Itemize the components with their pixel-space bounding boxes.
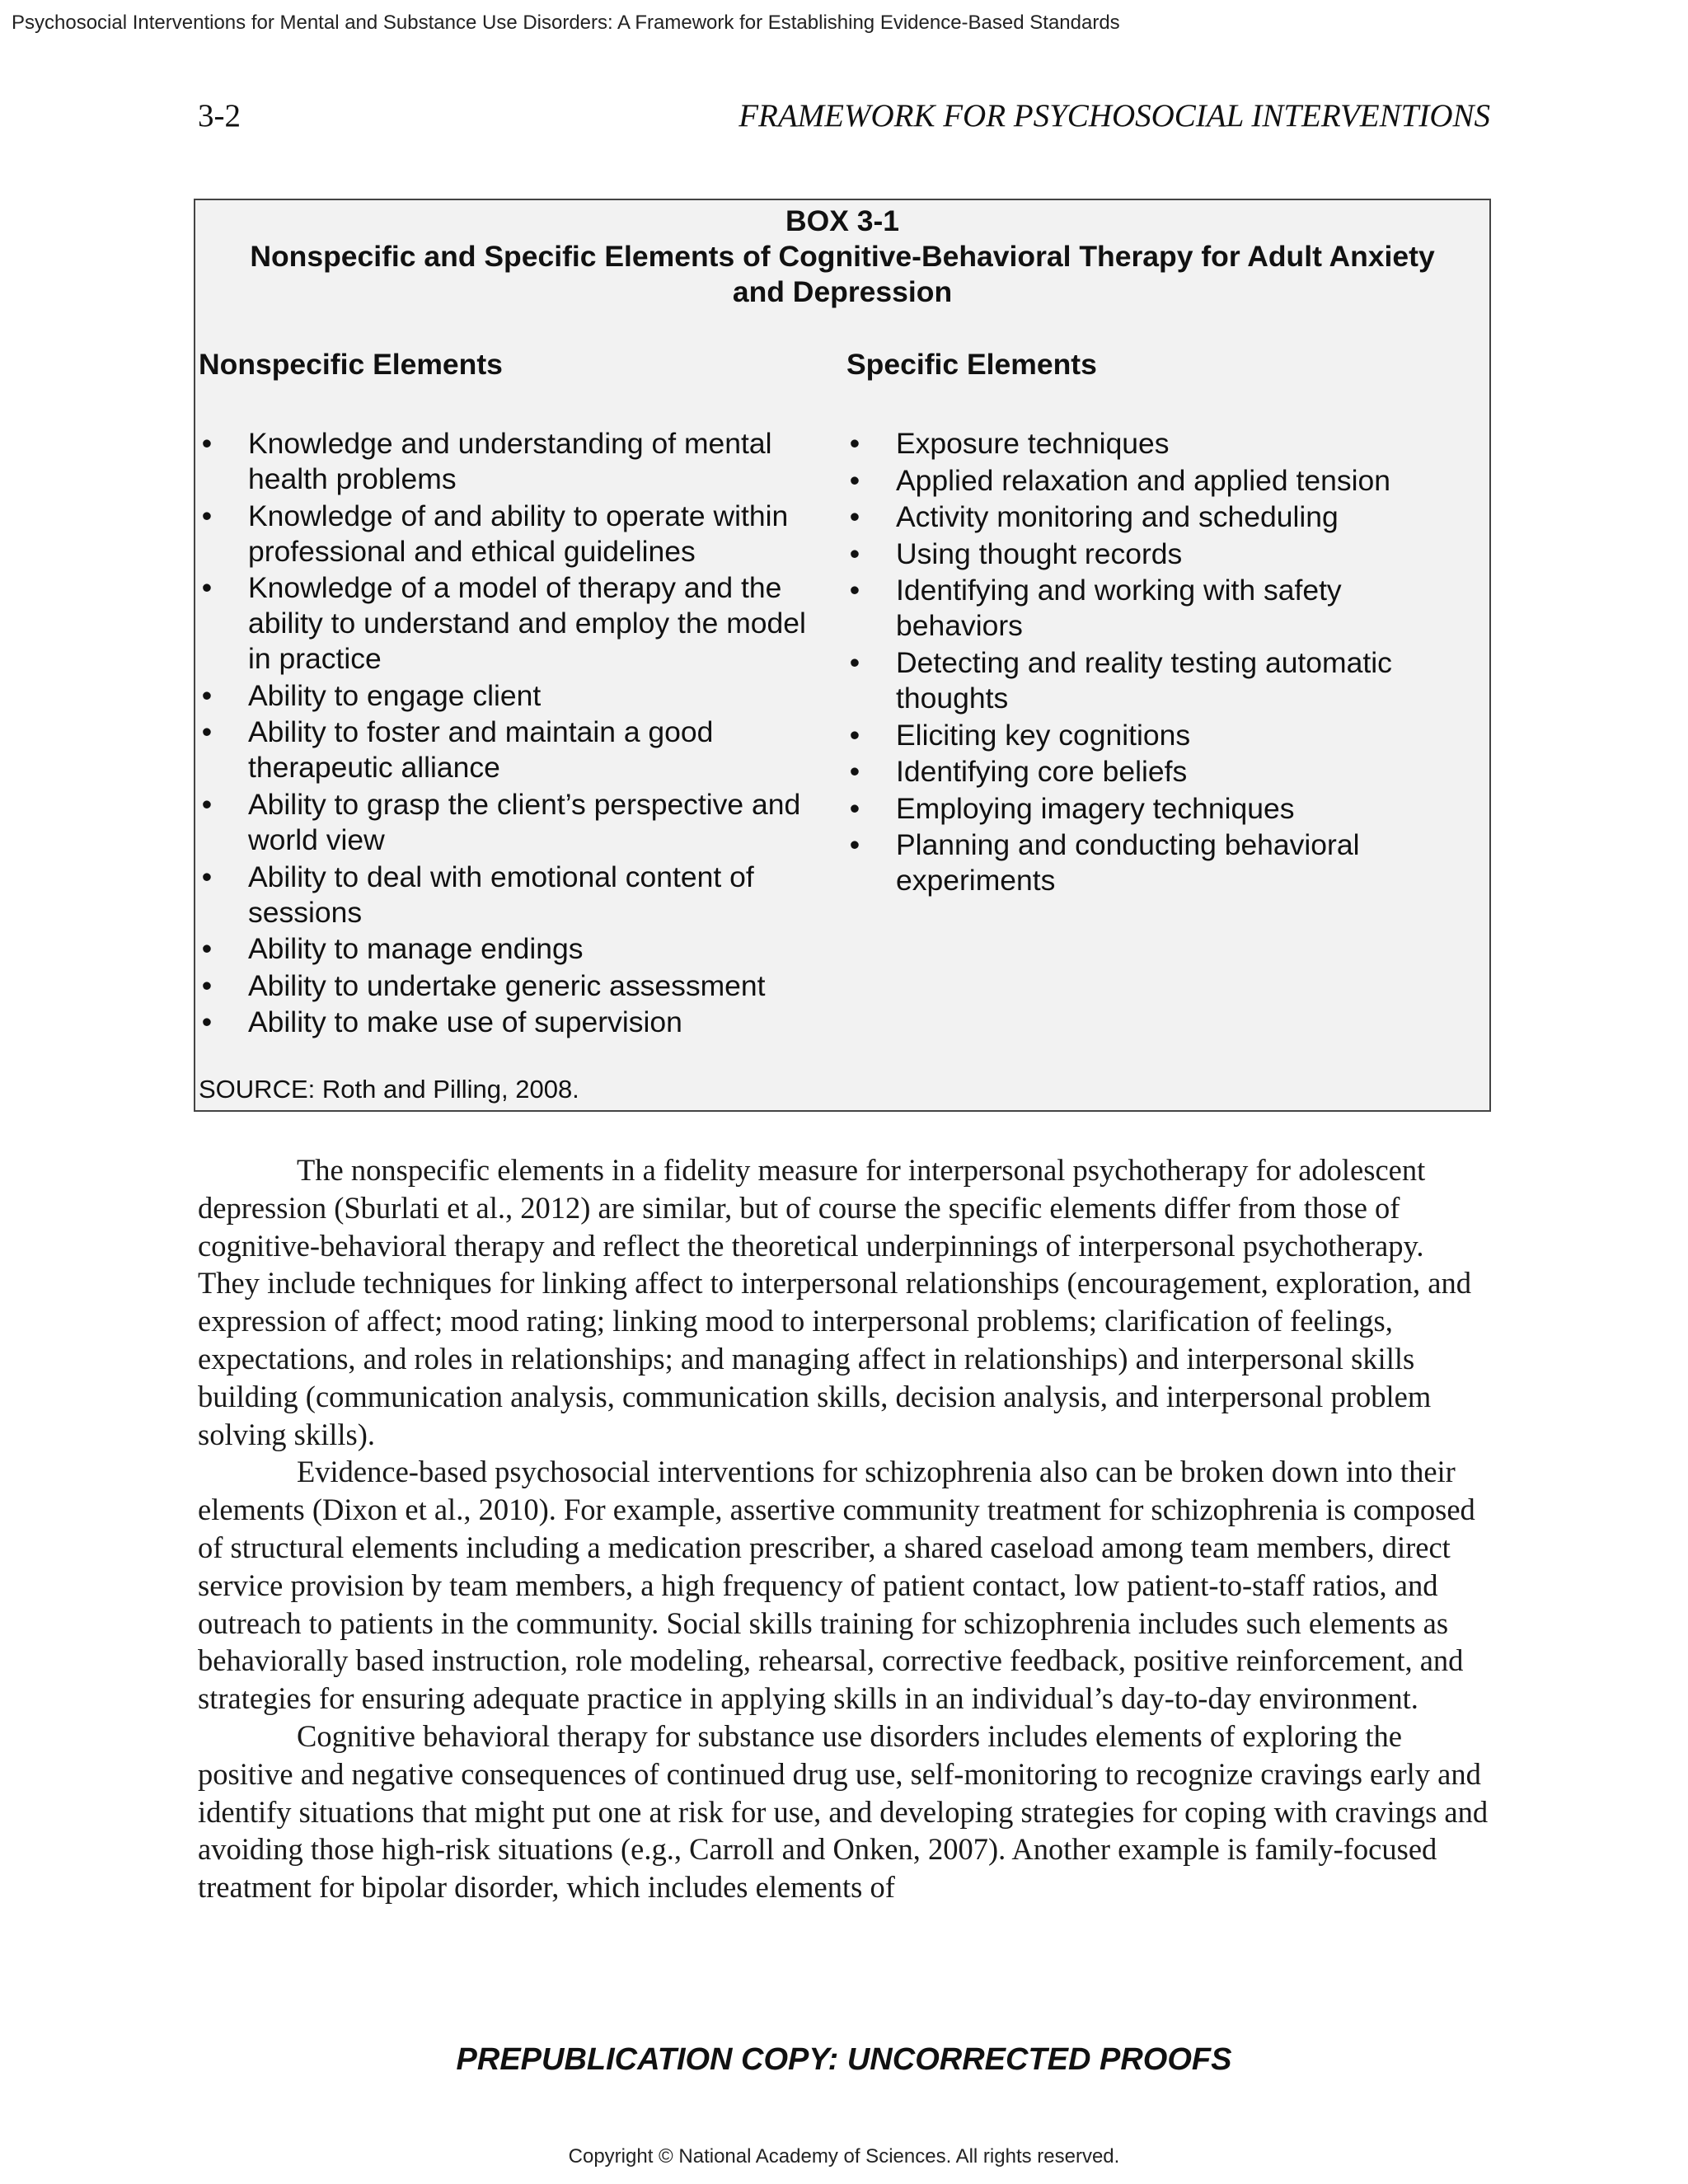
list-item-text: Eliciting key cognitions (896, 718, 1191, 752)
nonspecific-heading: Nonspecific Elements (199, 348, 503, 381)
bullet: • (849, 537, 860, 570)
list-item-text: Ability to undertake generic assessment (248, 968, 766, 1002)
list-item-text: Using thought records (896, 537, 1183, 570)
list-item (199, 1005, 833, 1040)
bullet: • (849, 718, 860, 752)
list-item (846, 426, 1473, 462)
bullet: • (201, 932, 213, 966)
paragraph: Evidence-based psychosocial interventions for schizophrenia also can be broken down into their elements (Dixon et al., 2010). For example, assertive community treatment for schizophrenia is composed of structural elements including a medication prescriber, a shared caseload among team members, direct service provision by team members, a high frequency of patient contact, low patient-to-staff ratios, and outreach to patients in the community. Social skills training for schizophrenia includes such elements as behaviorally based instruction, role modeling, rehearsal, corrective feedback, positive reinforcement, and strategies for ensuring adequate practice in applying skills in an individual’s day-to-day environment. (198, 1455, 1475, 1716)
list-item (846, 754, 1473, 790)
list-item (846, 791, 1473, 827)
box-label: BOX 3-1 (785, 204, 900, 237)
list-item (846, 499, 1473, 535)
list-item-text: Ability to grasp the client’s perspective and world view (248, 787, 801, 856)
list-item (846, 827, 1473, 898)
bullet: • (201, 1005, 213, 1039)
list-item (199, 860, 833, 930)
specific-list (846, 426, 1473, 898)
bullet: • (201, 787, 213, 821)
bullet: • (849, 427, 860, 460)
box-source: SOURCE: Roth and Pilling, 2008. (199, 1075, 579, 1104)
box-3-1 (194, 199, 1491, 1112)
list-item-text: Ability to make use of supervision (248, 1005, 682, 1039)
list-item (199, 787, 833, 858)
list-item-text: Identifying core beliefs (896, 755, 1188, 789)
list-item-text: Planning and conducting behavioral experiments (896, 828, 1360, 898)
list-item-text: Knowledge of a model of therapy and the ability to understand and employ the model in practice (248, 571, 806, 676)
list-item (199, 678, 833, 714)
list-item (846, 537, 1473, 572)
specific-heading: Specific Elements (846, 348, 1097, 381)
list-item-text: Identifying and working with safety behaviors (896, 574, 1342, 643)
list-item-text: Ability to foster and maintain a good therapeutic alliance (248, 715, 714, 785)
list-item (199, 426, 833, 497)
bullet: • (849, 755, 860, 789)
list-item-text: Detecting and reality testing automatic thoughts (896, 645, 1392, 715)
list-item (846, 463, 1473, 499)
running-title: FRAMEWORK FOR PSYCHOSOCIAL INTERVENTIONS (738, 98, 1490, 134)
paragraph: The nonspecific elements in a fidelity measure for interpersonal psychotherapy for adolescent depression (Sburlati et al., 2012) are similar, but of course the specific elements differ from those of cognitive-behavioral therapy and reflect the theoretical underpinnings of interpersonal psychotherapy. They include techniques for linking affect to interpersonal relationships (encouragement, exploration, and expression of affect; mood rating; linking mood to interpersonal problems; clarification of feelings, expectations, and roles in relationships; and managing affect in relationships) and interpersonal skills building (communication analysis, communication skills, decision analysis, and interpersonal problem solving skills). (198, 1153, 1471, 1451)
bullet: • (201, 571, 213, 605)
proof-notice: PREPUBLICATION COPY: UNCORRECTED PROOFS (456, 2042, 1232, 2077)
box-title: Nonspecific and Specific Elements of Cognitive-Behavioral Therapy for Adult Anxiety and Depression (250, 240, 1435, 308)
bullet: • (201, 427, 213, 460)
list-item (846, 573, 1473, 644)
list-item (199, 570, 833, 677)
nonspecific-column (199, 347, 833, 1042)
list-item-text: Activity monitoring and scheduling (896, 500, 1339, 534)
list-item (199, 715, 833, 785)
list-item-text: Knowledge and understanding of mental health problems (248, 427, 772, 495)
bullet: • (201, 678, 213, 712)
list-item (846, 718, 1473, 753)
list-item-text: Applied relaxation and applied tension (896, 463, 1390, 497)
box-heading (195, 204, 1489, 310)
bullet: • (849, 791, 860, 825)
document-header: Psychosocial Interventions for Mental and Substance Use Disorders: A Framework for Establishing Evidence-Based Standards (12, 12, 1120, 34)
bullet: • (849, 574, 860, 607)
paragraph: Cognitive behavioral therapy for substance use disorders includes elements of exploring the positive and negative consequences of continued drug use, self-monitoring to recognize cravings early and identify situations that might put one at risk for use, and developing strategies for coping with cravings and avoiding those high-risk situations (e.g., Carroll and Onken, 2007). Another example is family-focused treatment for bipolar disorder, which includes elements of (198, 1718, 1489, 1905)
bullet: • (849, 463, 860, 497)
bullet: • (849, 645, 860, 679)
specific-column (846, 347, 1473, 900)
list-item-text: Employing imagery techniques (896, 791, 1295, 825)
nonspecific-list (199, 426, 833, 1040)
list-item (199, 499, 833, 569)
page-number: 3-2 (198, 98, 241, 134)
bullet: • (201, 968, 213, 1002)
list-item-text: Knowledge of and ability to operate within professional and ethical guidelines (248, 499, 789, 568)
bullet: • (849, 500, 860, 534)
running-head (198, 97, 1490, 138)
bullet: • (849, 828, 860, 862)
list-item-text: Exposure techniques (896, 427, 1170, 460)
list-item (199, 931, 833, 967)
list-item (199, 968, 833, 1004)
body-text (198, 1151, 1492, 1906)
bullet: • (201, 499, 213, 532)
bullet: • (201, 860, 213, 893)
list-item-text: Ability to engage client (248, 678, 542, 712)
bullet: • (201, 715, 213, 749)
list-item (846, 645, 1473, 716)
copyright-notice: Copyright © National Academy of Sciences. All rights reserved. (568, 2145, 1120, 2168)
list-item-text: Ability to manage endings (248, 932, 584, 966)
list-item-text: Ability to deal with emotional content of sessions (248, 860, 754, 929)
